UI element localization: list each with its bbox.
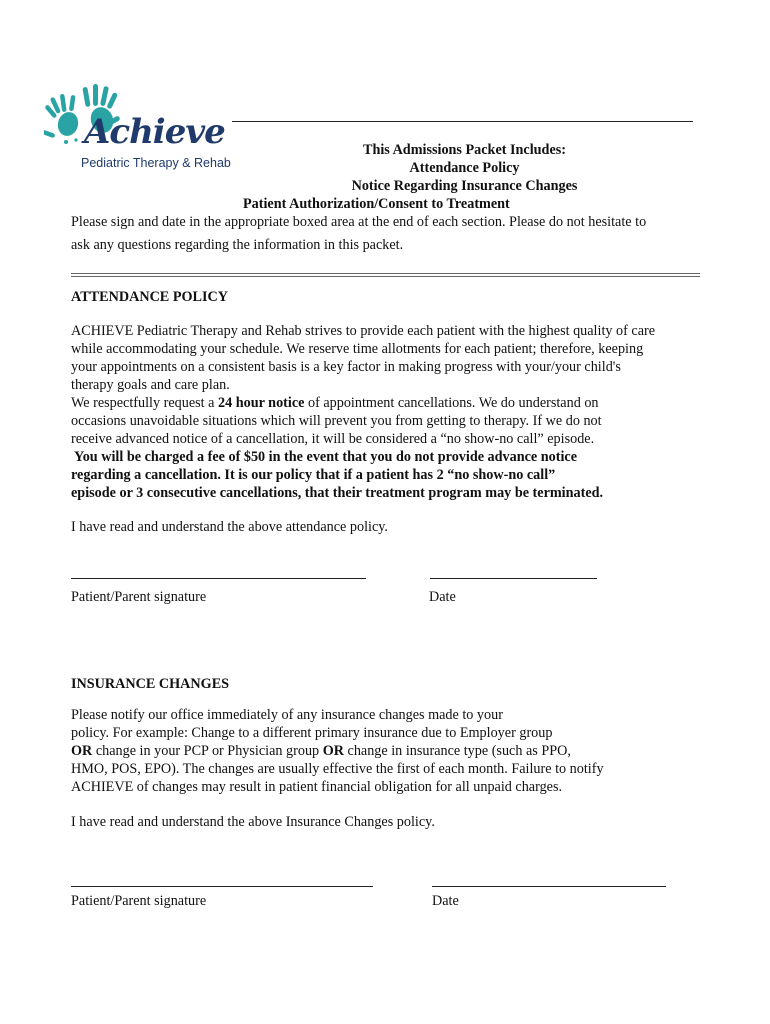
- achieve-logo: [44, 82, 234, 174]
- notice-prefix: We respectfully request a: [71, 395, 218, 411]
- body-line: Please notify our office immediately of any insurance changes made to your: [71, 707, 503, 723]
- packet-item: Notice Regarding Insurance Changes: [351, 178, 578, 194]
- or-bold: OR: [71, 743, 93, 759]
- body-line: while accommodating your schedule. We reserve time allotments for each patient; therefore, keeping: [71, 341, 644, 357]
- attendance-signature-field[interactable]: [71, 578, 366, 579]
- notice-suffix: of appointment cancellations. We do understand on: [304, 395, 599, 411]
- or-bold: OR: [322, 743, 344, 759]
- attendance-body: [71, 322, 701, 502]
- body-line: your appointments on a consistent basis is a key factor in making progress with your/your child's: [71, 359, 621, 375]
- intro-line: Please sign and date in the appropriate boxed area at the end of each section. Please do not hesitate to: [71, 214, 647, 230]
- intro-line: ask any questions regarding the information in this packet.: [71, 237, 404, 253]
- insurance-date-field[interactable]: [432, 886, 666, 887]
- header-rule: [232, 121, 693, 122]
- intro-text: [71, 211, 701, 257]
- body-line: policy. For example: Change to a different primary insurance due to Employer group: [71, 725, 553, 741]
- insurance-signature-field[interactable]: [71, 886, 373, 887]
- or-line-end: change in insurance type (such as PPO,: [343, 743, 571, 759]
- or-line: [71, 742, 701, 760]
- logo-wordmark: Achieve: [84, 112, 225, 152]
- date-label: Date: [429, 589, 456, 605]
- attendance-acknowledgement: I have read and understand the above attendance policy.: [71, 519, 388, 535]
- body-line: receive advanced notice of a cancellation, it will be considered a “no show-no call” episode.: [71, 431, 595, 447]
- fee-warning-line: You will be charged a fee of $50 in the event that you do not provide advance notice: [71, 449, 578, 465]
- body-line: ACHIEVE Pediatric Therapy and Rehab strives to provide each patient with the highest quality of care: [71, 323, 656, 339]
- date-label: Date: [432, 893, 459, 909]
- body-line: HMO, POS, EPO). The changes are usually effective the first of each month. Failure to notify: [71, 761, 604, 777]
- body-line: occasions unavoidable situations which will prevent you from getting to therapy. If we do not: [71, 413, 602, 429]
- logo-tagline: Pediatric Therapy & Rehab: [81, 156, 231, 170]
- insurance-body: [71, 706, 701, 796]
- notice-bold: 24 hour notice: [217, 395, 305, 411]
- packet-title: This Admissions Packet Includes:: [362, 142, 566, 158]
- fee-warning-line: regarding a cancellation. It is our policy that if a patient has 2 “no show-no call”: [71, 467, 556, 483]
- notice-line: [71, 394, 701, 412]
- signature-label: Patient/Parent signature: [71, 893, 207, 909]
- body-line: ACHIEVE of changes may result in patient financial obligation for all unpaid charges.: [71, 779, 563, 795]
- signature-label: Patient/Parent signature: [71, 589, 207, 605]
- insurance-heading: INSURANCE CHANGES: [71, 676, 230, 692]
- attendance-date-field[interactable]: [430, 578, 597, 579]
- section-divider: [71, 273, 700, 277]
- or-line-mid: change in your PCP or Physician group: [92, 743, 323, 759]
- packet-item: Patient Authorization/Consent to Treatment: [243, 196, 510, 212]
- insurance-acknowledgement: I have read and understand the above Insurance Changes policy.: [71, 814, 435, 830]
- fee-warning-line: episode or 3 consecutive cancellations, that their treatment program may be terminated.: [71, 485, 604, 501]
- packet-item: Attendance Policy: [409, 160, 520, 176]
- attendance-heading: ATTENDANCE POLICY: [71, 289, 228, 305]
- body-line: therapy goals and care plan.: [71, 377, 230, 393]
- packet-contents: [232, 141, 697, 195]
